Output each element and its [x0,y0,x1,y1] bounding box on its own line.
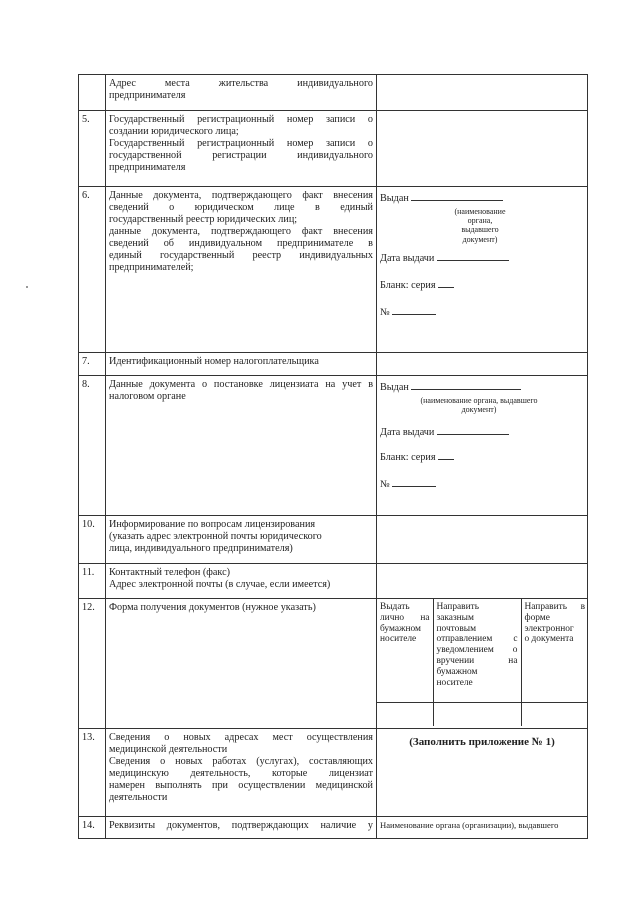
label-line: Сведения о новых адресах мест осуществления [109,732,373,743]
issued-by-field[interactable] [380,190,584,205]
table-row [79,187,588,353]
table-row [79,817,588,839]
table-row [79,729,588,817]
table-row [79,353,588,376]
row-label [106,353,377,376]
blank-series-label: Бланк: серия [380,279,436,291]
value-cell [377,729,588,817]
application-form-table [78,74,588,839]
blank-series-line [438,277,454,288]
option-line: электронног [524,623,574,634]
blank-series-field[interactable] [380,277,584,292]
option-line: Направить в [524,602,585,612]
issuer-note: органа, [467,216,493,226]
label-line: Данные документа о постановке лицензиата на учет в [109,379,373,390]
label-line: Контактный телефон (факс) [109,567,231,578]
label-line: сведений об индивидуальном предпринимателе в [109,238,373,250]
issued-by-label: Выдан [380,382,409,393]
value-cell[interactable] [377,353,588,376]
row-number [79,75,106,111]
blank-series-field[interactable] [380,449,584,464]
value-cell[interactable] [377,516,588,564]
issued-by-line [411,379,521,390]
option-line: носителе [436,677,473,688]
issuer-note: (наименование органа, выдавшего [420,396,538,406]
row-number: 11. [79,564,106,599]
row-label [106,564,377,599]
label-line: Реквизиты документов, подтверждающих наличие у [109,820,373,831]
row-label [106,111,377,187]
issuer-name-heading: Наименование органа (организации), выдавшего [380,820,559,830]
issued-by-line [411,190,503,201]
row-number: 13. [79,729,106,817]
scan-speck [26,286,28,288]
label-line: Информирование по вопросам лицензирования [109,519,316,530]
table-row [79,75,588,111]
row-label [106,187,377,353]
issue-date-line [437,424,509,435]
issue-date-field[interactable] [380,250,584,265]
option-line: Выдать [380,602,410,612]
label-line: (указать адрес электронной почты юридического [109,531,322,543]
issue-date-line [437,250,509,261]
option-in-person[interactable] [377,599,433,702]
issued-by-field[interactable] [380,379,584,394]
issue-date-label: Дата выдачи [380,427,435,439]
option-line: уведомлением о [436,645,518,656]
label-line: государственный реестр юридических лиц; [109,214,298,226]
label-line: медицинской деятельности [109,744,228,756]
label-line: Данные документа, подтверждающего факт внесения [109,190,373,201]
blank-series-label: Бланк: серия [380,452,436,464]
option-line: бумажном [380,623,421,634]
row-label [106,729,377,817]
label-line: Идентификационный номер налогоплательщика [109,356,319,367]
value-cell[interactable] [377,75,588,111]
table-row [79,516,588,564]
label-line: данные документа, подтверждающего факт внесения [109,226,373,238]
label-line: создании юридического лица; [109,126,239,138]
issuer-note: документ) [462,234,498,244]
label-line: Адрес электронной почты (в случае, если имеется) [109,579,331,591]
delivery-options-cell [377,599,588,729]
row-number: 8. [79,376,106,516]
option-line: бумажном [436,666,478,677]
label-line: Государственный регистрационный номер записи о [109,138,373,150]
blank-number-field[interactable] [380,476,584,491]
row-label [106,376,377,516]
blank-number-field[interactable] [380,304,584,319]
row-number: 5. [79,111,106,187]
label-line: Сведения о новых работах (услугах), составляющих [109,756,373,768]
value-cell [377,376,588,516]
blank-number-label: № [380,306,390,318]
row-label [106,516,377,564]
table-row [79,376,588,516]
issuer-note: документ) [461,405,497,415]
row-label [106,817,377,839]
blank-number-line [392,476,436,487]
blank-number-label: № [380,479,390,491]
option-line: почтовым [436,623,476,634]
value-cell [377,817,588,839]
label-line: предпринимателя [109,90,186,102]
value-cell[interactable] [377,111,588,187]
row-number: 12. [79,599,106,729]
table-row [79,111,588,187]
issue-date-field[interactable] [380,424,584,439]
table-row [79,599,588,729]
delivery-options-table [377,599,588,726]
row-number: 14. [79,817,106,839]
option-line: заказным [436,612,474,623]
row-number: 6. [79,187,106,353]
row-label [106,75,377,111]
option-mark-electronic[interactable] [521,702,588,726]
option-registered-mail[interactable] [433,599,521,702]
issue-date-label: Дата выдачи [380,252,435,264]
option-electronic[interactable] [521,599,588,702]
option-line: лично на [380,612,430,623]
issuer-note: (наименование [454,207,506,217]
label-line: Государственный регистрационный номер записи о [109,114,373,125]
option-mark-registered-mail[interactable] [433,702,521,726]
option-line: Направить [436,602,479,612]
label-line: сведений о юридическом лице в единый [109,202,373,214]
label-line: деятельности [109,792,168,804]
value-cell[interactable] [377,564,588,599]
issued-by-label: Выдан [380,193,409,204]
value-cell [377,187,588,353]
option-line: форме [524,612,550,623]
option-line: отправлением с [436,634,518,645]
label-line: Адрес места жительства индивидуального [109,78,373,89]
option-line: о документа [524,634,574,645]
table-row [79,564,588,599]
option-line: носителе [380,634,417,645]
label-line: Форма получения документов (нужное указать) [109,602,316,613]
option-mark-in-person[interactable] [377,702,433,726]
label-line: налоговом органе [109,391,186,403]
label-line: медицинскую деятельность, которые лицензиат [109,768,373,780]
label-line: государственной регистрации индивидуального [109,150,373,162]
blank-series-line [438,449,454,460]
label-line: намерен выполнять при осуществлении медицинской [109,780,373,792]
row-label [106,599,377,729]
label-line: предпринимателей; [109,262,194,274]
label-line: единый государственный реестр индивидуальных [109,250,373,262]
row-number: 10. [79,516,106,564]
option-line: вручении на [436,656,518,667]
issuer-note: выдавшего [461,225,499,235]
blank-number-line [392,304,436,315]
row-number: 7. [79,353,106,376]
appendix-instruction: (Заполнить приложение № 1) [409,736,555,748]
label-line: предпринимателя [109,162,186,174]
label-line: лица, индивидуального предпринимателя) [109,543,293,555]
